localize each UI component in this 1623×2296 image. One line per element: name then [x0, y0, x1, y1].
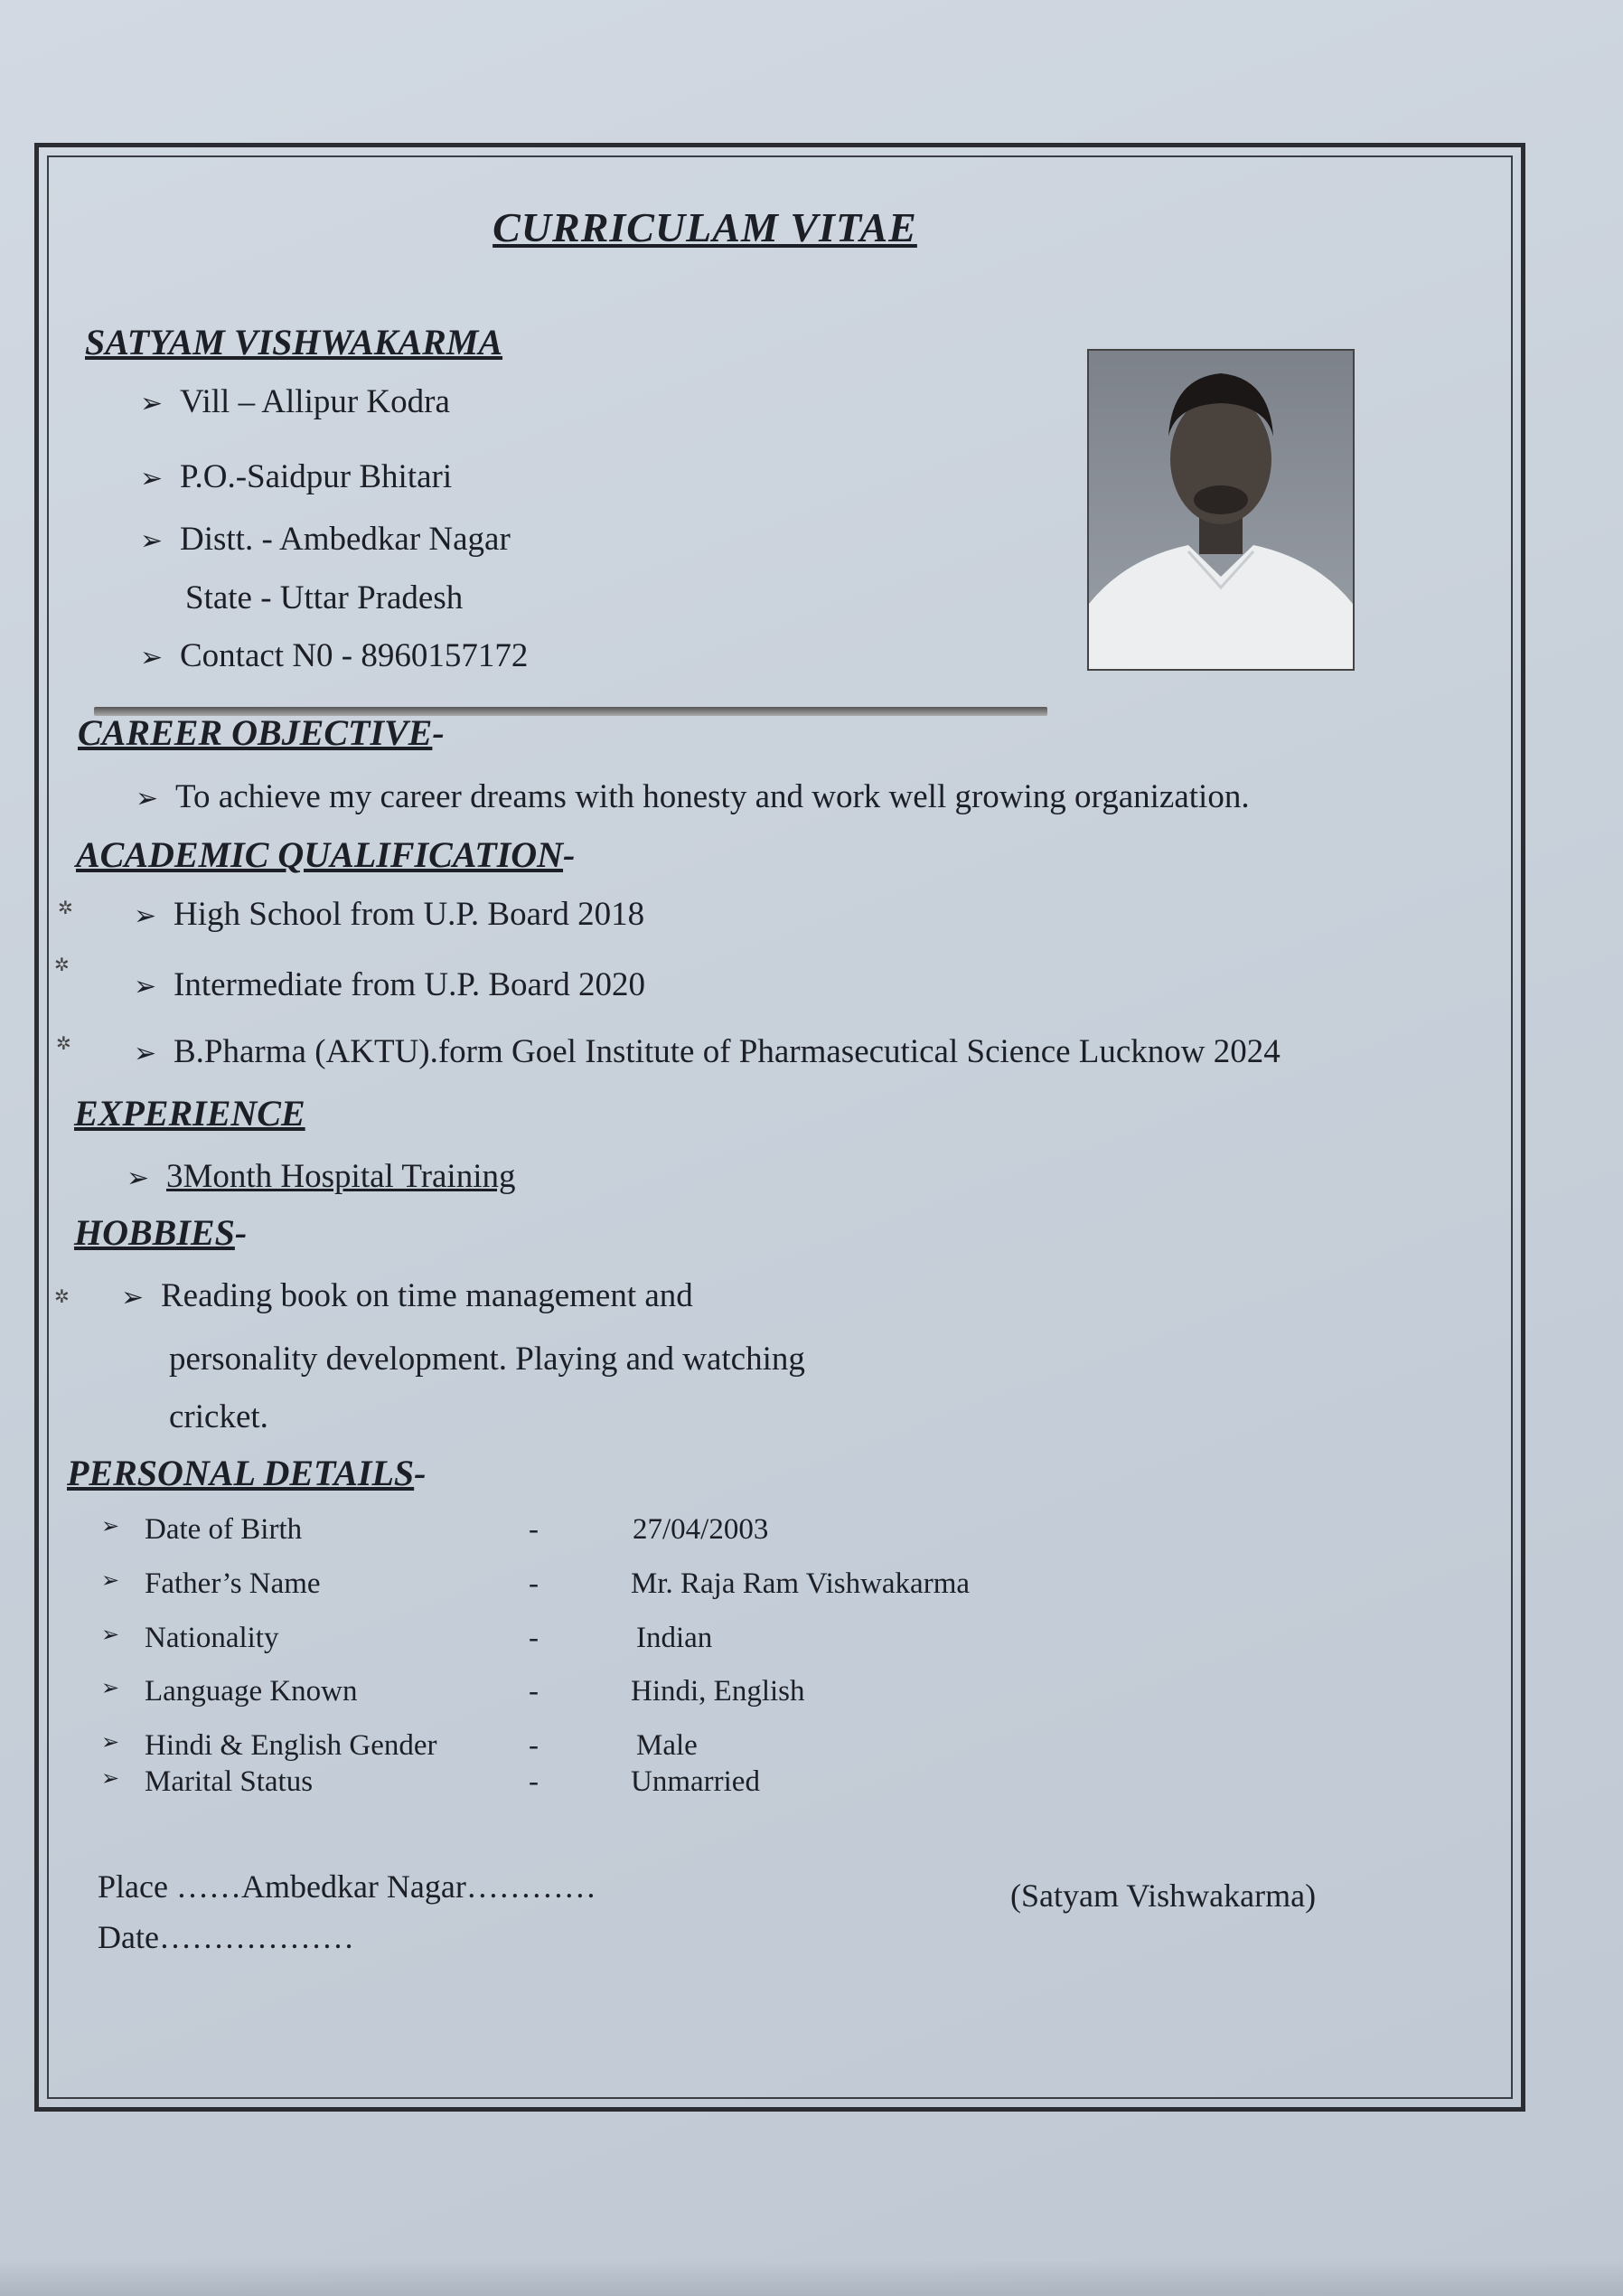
arrowhead-bullet-icon: ➢ [101, 1767, 120, 1791]
academic-item [134, 895, 644, 934]
arrowhead-bullet-icon: ➢ [140, 389, 164, 419]
personal-detail-label: Language Known [145, 1675, 358, 1708]
address-state: State - Uttar Pradesh [185, 579, 464, 616]
personal-detail-separator: - [529, 1622, 539, 1654]
academic-heading-text: ACADEMIC QUALIFICATION [76, 834, 564, 875]
academic-item-text: Intermediate from U.P. Board 2020 [174, 966, 645, 1003]
personal-detail-value: Male [636, 1729, 698, 1762]
personal-detail-separator: - [529, 1513, 539, 1546]
arrowhead-bullet-icon: ➢ [140, 643, 164, 673]
personal-details-heading-text: PERSONAL DETAILS [67, 1453, 415, 1493]
arrowhead-bullet-icon: ➢ [134, 972, 157, 1002]
address-district-text: Distt. - Ambedkar Nagar [180, 521, 511, 558]
candidate-name [85, 321, 502, 363]
personal-detail-value: Unmarried [631, 1765, 760, 1798]
experience-item-text: 3Month Hospital Training [166, 1158, 516, 1195]
personal-details-heading [67, 1452, 427, 1494]
personal-detail-separator: - [529, 1729, 539, 1762]
personal-detail-label: Date of Birth [145, 1513, 303, 1546]
arrowhead-bullet-icon: ➢ [140, 464, 164, 494]
personal-detail-separator: - [529, 1675, 539, 1708]
star-mark-icon: ✲ [54, 1287, 70, 1307]
arrowhead-bullet-icon: ➢ [121, 1283, 145, 1313]
arrowhead-bullet-icon: ➢ [101, 1623, 120, 1647]
signature-name: (Satyam Vishwakarma) [1010, 1877, 1317, 1914]
personal-detail-value: Mr. Raja Ram Vishwakarma [631, 1567, 971, 1600]
hobbies-line: personality development. Playing and watching [169, 1341, 805, 1378]
career-objective-text: To achieve my career dreams with honesty and work well growing organization. [175, 778, 1250, 815]
arrowhead-bullet-icon: ➢ [101, 1731, 120, 1755]
arrowhead-bullet-icon: ➢ [134, 901, 157, 931]
address-district [140, 520, 511, 559]
arrowhead-bullet-icon: ➢ [127, 1163, 150, 1193]
personal-detail-value: Indian [636, 1622, 713, 1654]
personal-detail-label: Nationality [145, 1622, 279, 1654]
profile-photo-image [1089, 351, 1353, 669]
personal-detail-value: Hindi, English [631, 1675, 805, 1708]
career-objective-heading-suffix: - [432, 712, 445, 753]
paper-edge-shadow [0, 2260, 1623, 2296]
document-title: CURRICULAM VITAE [493, 204, 917, 250]
hobbies-heading-suffix: - [234, 1212, 248, 1253]
academic-item-text: High School from U.P. Board 2018 [174, 896, 645, 933]
personal-detail-separator: - [529, 1765, 539, 1798]
candidate-name-text: SATYAM VISHWAKARMA [85, 322, 503, 362]
arrowhead-bullet-icon: ➢ [101, 1677, 120, 1700]
address-village [140, 382, 450, 421]
personal-detail-label: Hindi & English Gender [145, 1729, 437, 1762]
academic-item-text: B.Pharma (AKTU).form Goel Institute of Pharmasecutical Science Lucknow 2024 [174, 1033, 1281, 1070]
footer-place: Place ……Ambedkar Nagar………… [98, 1868, 596, 1905]
arrowhead-bullet-icon: ➢ [134, 1039, 157, 1068]
arrowhead-bullet-icon: ➢ [101, 1515, 120, 1539]
contact-number [140, 636, 528, 675]
personal-detail-separator: - [529, 1567, 539, 1600]
experience-heading [74, 1092, 305, 1134]
personal-detail-label: Father’s Name [145, 1567, 321, 1600]
personal-detail-label: Marital Status [145, 1765, 314, 1798]
hobbies-line: Reading book on time management and [161, 1277, 693, 1314]
star-mark-icon: ✲ [56, 1034, 71, 1054]
arrowhead-bullet-icon: ➢ [101, 1569, 120, 1593]
academic-heading [76, 833, 575, 876]
address-post-office-text: P.O.-Saidpur Bhitari [180, 458, 453, 495]
academic-item [134, 965, 645, 1004]
arrowhead-bullet-icon: ➢ [140, 526, 164, 556]
experience-heading-text: EXPERIENCE [74, 1093, 305, 1134]
career-objective-heading-text: CAREER OBJECTIVE [78, 712, 433, 753]
footer-date: Date……………… [98, 1919, 354, 1955]
hobbies-heading-text: HOBBIES [74, 1212, 235, 1253]
address-post-office [140, 457, 452, 496]
hobbies-line: cricket. [169, 1398, 268, 1435]
profile-photo [1087, 349, 1355, 671]
arrowhead-bullet-icon: ➢ [136, 784, 159, 814]
career-objective-heading [78, 711, 445, 754]
address-village-text: Vill – Allipur Kodra [180, 383, 450, 420]
academic-heading-suffix: - [563, 834, 576, 875]
hobbies-heading [74, 1211, 247, 1254]
hobbies-item [121, 1276, 693, 1315]
career-objective-item [136, 777, 1250, 816]
personal-details-heading-suffix: - [414, 1453, 427, 1493]
academic-item [134, 1032, 1281, 1071]
star-mark-icon: ✲ [58, 899, 73, 918]
star-mark-icon: ✲ [54, 955, 70, 975]
contact-number-text: Contact N0 - 8960157172 [180, 637, 529, 674]
experience-item [127, 1157, 516, 1196]
personal-detail-value: 27/04/2003 [633, 1513, 769, 1546]
